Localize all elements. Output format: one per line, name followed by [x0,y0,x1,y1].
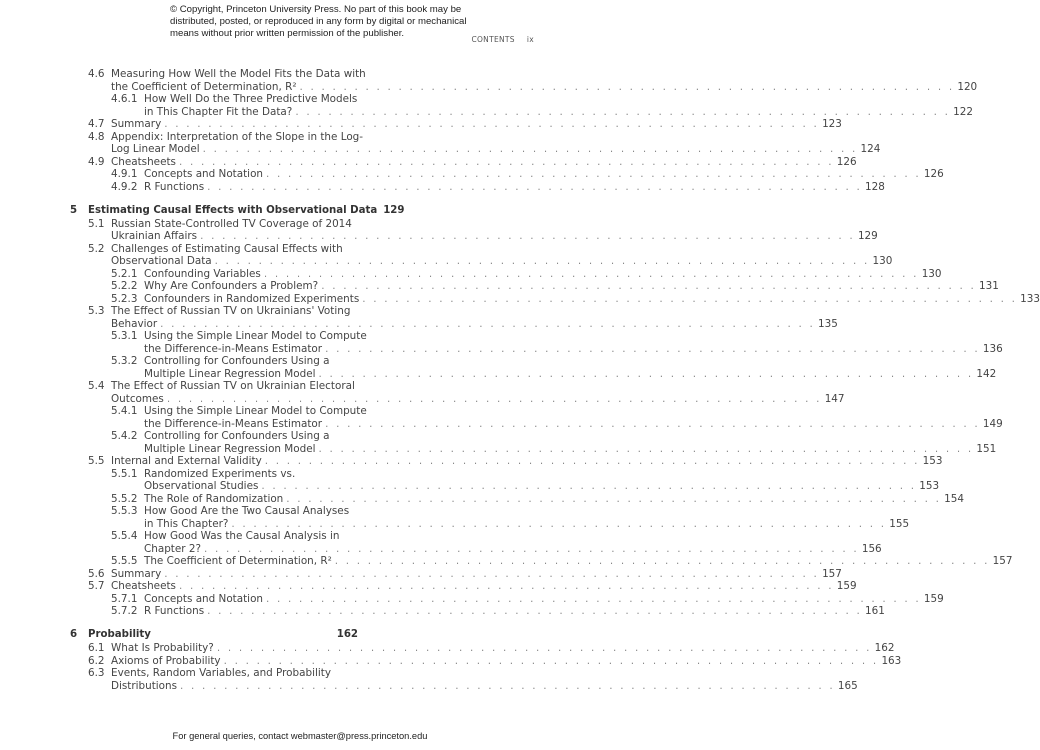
toc-entry [0,180,885,194]
dot-leader: . . . . . . . . . . . . . . . . . . . . . . . . . . . . . . . . . . . . . . . . . . . . . . . . . . . . . . . . . . . . [203,542,859,555]
toc-entry [0,155,857,169]
entry-title: in This Chapter Fit the Data? [144,105,293,118]
toc-entry [0,530,600,543]
copyright-line: means without prior written permission of the publisher. [170,28,405,39]
toc-entry [0,330,600,343]
footer: For general queries, contact webmaster@press.princeton.edu [172,731,428,741]
entry-page-number: 163 [881,654,902,667]
toc-entry [0,68,600,81]
toc-entry [0,218,600,231]
entry-title: How Good Are the Two Causal Analyses [144,505,350,517]
entry-title: Concepts and Notation [144,168,264,180]
entry-page-number: 133 [1020,292,1040,305]
toc-entry-continuation [0,317,838,331]
entry-page-number: 130 [921,267,942,280]
entry-title: Cheatsheets [111,580,176,592]
entry-title: Controlling for Confounders Using a [144,430,330,442]
entry-page-number: 151 [976,442,997,455]
toc-entry-continuation [0,542,882,556]
entry-title: Appendix: Interpretation of the Slope in the Log- [111,130,364,143]
entry-title: Ukrainian Affairs [111,230,198,242]
dot-leader: . . . . . . . . . . . . . . . . . . . . . . . . . . . . . . . . . . . . . . . . . . . . . . . . . . . . . . . . . . . . [261,480,917,492]
dot-leader: . . . . . . . . . . . . . . . . . . . . . . . . . . . . . . . . . . . . . . . . . . . . . . . . . . . . . . . . . . . . [321,280,977,292]
dot-leader: . . . . . . . . . . . . . . . . . . . . . . . . . . . . . . . . . . . . . . . . . . . . . . . . . . . . . . . . . . . . [334,555,990,567]
toc-entry-continuation [0,442,997,456]
entry-title: Events, Random Variables, and Probability [111,667,331,679]
entry-title: Chapter 2? [144,542,201,555]
entry-page-number: 124 [860,143,881,155]
entry-number: 5.2.1 [111,267,138,280]
dot-leader: . . . . . . . . . . . . . . . . . . . . . . . . . . . . . . . . . . . . . . . . . . . . . . . . . . . . . . . . . . . . [223,654,879,667]
toc-entry [0,642,895,655]
dot-leader: . . . . . . . . . . . . . . . . . . . . . . . . . . . . . . . . . . . . . . . . . . . . . . . . . . . . . . . . . . . . [200,230,855,242]
dot-leader [151,629,337,642]
entry-title: Controlling for Confounders Using a [144,355,330,367]
entry-number: 5.7.2 [111,605,138,617]
toc-entry-continuation [0,143,881,156]
dot-leader: . . . . . . . . . . . . . . . . . . . . . . . . . . . . . . . . . . . . . . . . . . . . . . . . . . . . . . . . . . . . [214,255,870,267]
entry-page-number: 153 [922,455,943,467]
dot-leader: . . . . . . . . . . . . . . . . . . . . . . . . . . . . . . . . . . . . . . . . . . . . . . . . . . . . . . . . . . . . [362,292,1018,305]
toc-entry [0,667,600,680]
entry-title: Randomized Experiments vs. [144,467,296,480]
dot-leader: . . . . . . . . . . . . . . . . . . . . . . . . . . . . . . . . . . . . . . . . . . . . . . . . . . . . . . . . . . . . [178,580,834,592]
toc-entry-continuation [0,392,845,406]
entry-title: The Coefficient of Determination, R² [144,555,332,567]
entry-title: Cheatsheets [111,155,176,168]
entry-page-number: 135 [817,317,838,330]
toc-entry-continuation [0,80,978,94]
copyright-line: © Copyright, Princeton University Press. No part of this book may be [170,4,462,15]
entry-number: 4.7 [88,118,105,130]
entry-number: 4.9 [88,155,105,168]
entry-page-number: 131 [979,280,999,292]
toc-entry [0,580,857,593]
toc-entry [0,605,885,618]
entry-page-number: 165 [837,679,858,692]
entry-number: 6.3 [88,667,105,679]
toc-entry [0,168,944,181]
toc-entry [0,118,842,131]
entry-number: 6.2 [88,654,105,667]
toc-entry [0,405,600,418]
toc-entry [0,492,964,506]
entry-title: Estimating Causal Effects with Observational Data [88,204,378,216]
dot-leader: . . . . . . . . . . . . . . . . . . . . . . . . . . . . . . . . . . . . . . . . . . . . . . . . . . . . . . . . . . . . [286,492,942,505]
dot-leader: . . . . . . . . . . . . . . . . . . . . . . . . . . . . . . . . . . . . . . . . . . . . . . . . . . . . . . . . . . . . [264,455,920,467]
toc-entry [0,305,600,318]
entry-page-number: 159 [923,592,944,605]
toc-entry [0,430,600,443]
dot-leader: . . . . . . . . . . . . . . . . . . . . . . . . . . . . . . . . . . . . . . . . . . . . . . . . . . . . . . . . . . . . [231,517,887,530]
entry-page-number: 155 [889,517,910,530]
toc-entry [0,205,600,218]
entry-number: 5.3.2 [111,355,138,367]
entry-page-number: 126 [836,155,857,168]
dot-leader: . . . . . . . . . . . . . . . . . . . . . . . . . . . . . . . . . . . . . . . . . . . . . . . . . . . . . . . . . . . . [178,155,834,168]
toc-entry-continuation [0,105,974,119]
entry-title: Challenges of Estimating Causal Effects with [111,242,343,255]
toc-entry [0,243,600,256]
dot-leader: . . . . . . . . . . . . . . . . . . . . . . . . . . . . . . . . . . . . . . . . . . . . . . . . . . . . . . . . . . . . [216,642,872,654]
entry-number: 5.6 [88,567,105,580]
toc-entry [0,468,600,481]
entry-number: 5.7.1 [111,592,138,605]
entry-page-number: 156 [861,542,882,555]
entry-title: Outcomes [111,392,164,405]
entry-title: How Good Was the Causal Analysis in [144,530,340,542]
entry-title: Measuring How Well the Model Fits the Data with [111,68,366,80]
entry-page-number: 128 [864,180,885,193]
dot-leader: . . . . . . . . . . . . . . . . . . . . . . . . . . . . . . . . . . . . . . . . . . . . . . . . . . . . . . . . . . . . [266,592,921,605]
toc-entry-continuation [0,679,858,693]
entry-number: 5.4 [88,380,105,392]
entry-number: 4.6 [88,68,105,80]
entry-title: Concepts and Notation [144,592,264,605]
entry-page-number: 136 [982,342,1003,355]
entry-page-number: 147 [824,392,845,405]
entry-title: the Coefficient of Determination, R² [111,80,297,93]
entry-title: Summary [111,567,162,580]
dot-leader: . . . . . . . . . . . . . . . . . . . . . . . . . . . . . . . . . . . . . . . . . . . . . . . . . . . . . . . . . . . . [207,605,862,617]
entry-title: R Functions [144,605,205,617]
entry-title: Confounders in Randomized Experiments [144,292,360,305]
entry-title: Multiple Linear Regression Model [144,442,316,455]
dot-leader: . . . . . . . . . . . . . . . . . . . . . . . . . . . . . . . . . . . . . . . . . . . . . . . . . . . . . . . . . . . . [263,267,919,280]
entry-title: Multiple Linear Regression Model [144,367,316,380]
entry-title: Axioms of Probability [111,654,221,667]
toc-entry [0,555,1013,568]
toc-entry [0,355,600,368]
dot-leader: . . . . . . . . . . . . . . . . . . . . . . . . . . . . . . . . . . . . . . . . . . . . . . . . . . . . . . . . . . . . [325,417,980,430]
entry-title: Log Linear Model [111,143,200,155]
entry-number: 5.2.2 [111,280,138,292]
dot-leader: . . . . . . . . . . . . . . . . . . . . . . . . . . . . . . . . . . . . . . . . . . . . . . . . . . . . . . . . . . . . [295,105,951,118]
entry-title: the Difference-in-Means Estimator [144,417,323,430]
dot-leader: . . . . . . . . . . . . . . . . . . . . . . . . . . . . . . . . . . . . . . . . . . . . . . . . . . . . . . . . . . . . [164,118,820,130]
toc-entry [0,455,943,468]
entry-number: 5.5 [88,455,105,467]
entry-title: Internal and External Validity [111,455,262,467]
toc-entry [0,654,902,668]
dot-leader: . . . . . . . . . . . . . . . . . . . . . . . . . . . . . . . . . . . . . . . . . . . . . . . . . . . . . . . . . . . . [164,567,820,580]
entry-title: Confounding Variables [144,267,261,280]
entry-page-number: 126 [923,168,944,180]
dot-leader: . . . . . . . . . . . . . . . . . . . . . . . . . . . . . . . . . . . . . . . . . . . . . . . . . . . . . . . . . . . . [325,342,980,355]
dot-leader: . . . . . . . . . . . . . . . . . . . . . . . . . . . . . . . . . . . . . . . . . . . . . . . . . . . . . . . . . . . . [166,392,822,405]
dot-leader: . . . . . . . . . . . . . . . . . . . . . . . . . . . . . . . . . . . . . . . . . . . . . . . . . . . . . . . . . . . . [207,180,862,193]
entry-page-number: 162 [336,629,358,640]
entry-title: What Is Probability? [111,642,214,654]
entry-title: The Effect of Russian TV on Ukrainians' Voting [111,305,351,317]
entry-title: Behavior [111,317,158,330]
entry-page-number: 129 [383,204,405,216]
entry-number: 5.5.5 [111,555,138,567]
toc-entry-continuation [0,255,893,268]
entry-number: 5.5.1 [111,467,138,480]
entry-page-number: 157 [992,555,1013,567]
entry-title: Observational Studies [144,480,259,492]
entry-number: 4.9.2 [111,180,138,193]
entry-number: 6.1 [88,642,105,654]
toc-entry-continuation [0,230,878,243]
toc-entry [0,280,999,293]
entry-number: 4.6.1 [111,93,138,105]
copyright-line: distributed, posted, or reproduced in any form by digital or mechanical [170,16,467,27]
entry-title: Distributions [111,679,178,692]
entry-title: The Role of Randomization [144,492,284,505]
entry-title: Observational Data [111,255,212,267]
running-head-title: CONTENTS [471,35,515,44]
toc-entry [0,592,944,606]
toc-entry-continuation [0,417,1003,431]
toc-entry [0,131,600,144]
toc-entry [0,567,842,581]
entry-title: The Effect of Russian TV on Ukrainian Electoral [111,380,355,392]
dot-leader: . . . . . . . . . . . . . . . . . . . . . . . . . . . . . . . . . . . . . . . . . . . . . . . . . . . . . . . . . . . . [318,367,974,380]
dot-leader: . . . . . . . . . . . . . . . . . . . . . . . . . . . . . . . . . . . . . . . . . . . . . . . . . . . . . . . . . . . . [266,168,921,180]
toc-entry-continuation [0,480,940,493]
toc-entry-continuation [0,517,910,531]
entry-page-number: 157 [822,567,842,580]
entry-number: 4.8 [88,130,105,143]
dot-leader: . . . . . . . . . . . . . . . . . . . . . . . . . . . . . . . . . . . . . . . . . . . . . . . . . . . . . . . . . . . . [299,80,955,93]
entry-number: 5.5.2 [111,492,138,505]
toc-entry [0,292,1040,306]
entry-number: 5.3 [88,305,105,317]
dot-leader: . . . . . . . . . . . . . . . . . . . . . . . . . . . . . . . . . . . . . . . . . . . . . . . . . . . . . . . . . . . . [318,442,974,455]
entry-number: 5 [70,204,78,216]
entry-title: Russian State-Controlled TV Coverage of 2014 [111,217,352,230]
page-number: ix [526,35,534,44]
entry-title: Summary [111,118,162,130]
entry-page-number: 129 [857,230,878,242]
entry-number: 5.4.2 [111,430,138,442]
entry-number: 5.3.1 [111,330,138,342]
entry-number: 6 [70,629,78,640]
running-head [471,35,534,44]
toc-entry-continuation [0,367,997,381]
entry-page-number: 130 [872,255,893,267]
toc-entry [0,380,600,393]
entry-title: Probability [88,629,151,640]
entry-number: 5.2.3 [111,292,138,305]
entry-page-number: 123 [822,118,842,130]
entry-number: 5.4.1 [111,405,138,417]
dot-leader: . . . . . . . . . . . . . . . . . . . . . . . . . . . . . . . . . . . . . . . . . . . . . . . . . . . . . . . . . . . . [160,317,815,330]
entry-page-number: 161 [864,605,885,617]
entry-number: 4.9.1 [111,168,138,180]
entry-page-number: 162 [874,642,895,654]
entry-number: 5.7 [88,580,105,592]
toc-entry-continuation [0,342,1003,356]
dot-leader: . . . . . . . . . . . . . . . . . . . . . . . . . . . . . . . . . . . . . . . . . . . . . . . . . . . . . . . . . . . . [180,679,835,692]
toc-entry [0,505,600,518]
entry-page-number: 122 [953,105,974,118]
entry-page-number: 120 [957,80,978,93]
entry-number: 5.5.4 [111,530,138,542]
entry-page-number: 149 [982,417,1003,430]
entry-title: Why Are Confounders a Problem? [144,280,319,292]
toc-entry [0,267,942,281]
entry-page-number: 153 [919,480,940,492]
entry-number: 5.5.3 [111,505,138,517]
entry-title: Using the Simple Linear Model to Compute [144,330,367,342]
entry-title: the Difference-in-Means Estimator [144,342,323,355]
copyright-notice [170,4,470,40]
entry-title: Using the Simple Linear Model to Compute [144,405,367,417]
toc-entry [0,629,600,642]
entry-page-number: 142 [976,367,997,380]
entry-page-number: 159 [836,580,857,592]
entry-title: R Functions [144,180,205,193]
entry-title: in This Chapter? [144,517,229,530]
dot-leader: . . . . . . . . . . . . . . . . . . . . . . . . . . . . . . . . . . . . . . . . . . . . . . . . . . . . . . . . . . . . [202,143,858,155]
entry-number: 5.1 [88,217,105,230]
toc-entry [0,93,600,106]
entry-page-number: 154 [944,492,964,505]
entry-number: 5.2 [88,242,105,255]
entry-title: How Well Do the Three Predictive Models [144,93,358,105]
